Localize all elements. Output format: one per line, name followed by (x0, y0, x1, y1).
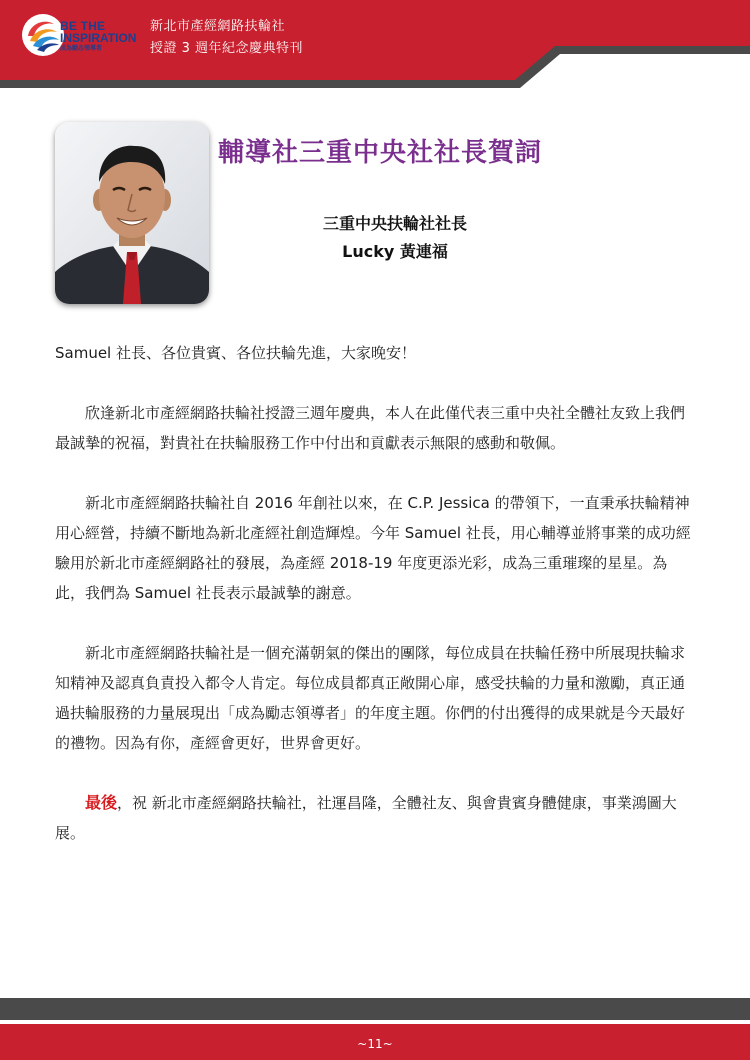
author-portrait (55, 122, 209, 304)
greeting: Samuel 社長、各位貴賓、各位扶輪先進，大家晚安！ (55, 344, 416, 362)
logo-text (60, 20, 136, 52)
logo-line1: BE THE (60, 19, 106, 33)
author-title: 三重中央扶輪社社長 (322, 214, 467, 233)
paragraph-2: 新北市產經網路扶輪社自 2016 年創社以來，在 C.P. Jessica 的帶領下，一直秉承扶輪精神用心經營，持續不斷地為新北產經社創造輝煌。今年 Samuel 社長，用心輔導並將事業的成功經驗用於新北市產經網路社的發展，為產經 2018-19 年度更添光彩，成為三重璀璨的星星。為此，我們為 Samuel 社長表示最誠摯的謝意。 (55, 494, 691, 602)
portrait-illustration (55, 122, 209, 304)
logo-line3: 成為勵志領導者 (60, 46, 103, 52)
club-logo (22, 12, 144, 62)
author-name: Lucky 黃連福 (342, 242, 448, 261)
paragraph-1: 欣逢新北市產經網路扶輪社授證三週年慶典，本人在此僅代表三重中央社全體社友致上我們最誠摯的祝福，對貴社在扶輪服務工作中付出和貢獻表示無限的感動和敬佩。 (55, 404, 686, 452)
closing-text: ，祝 新北市產經網路扶輪社，社運昌隆，全體社友、與會貴賓身體健康，事業鴻圖大展。 (55, 794, 677, 842)
page-title: 輔導社三重中央社社長賀詞 (218, 138, 543, 168)
closing-emphasis: 最後 (85, 793, 118, 812)
header-titles (150, 16, 303, 60)
page-header (0, 0, 750, 88)
swirl-logo-icon (22, 14, 64, 56)
article-body (55, 338, 695, 848)
paragraph-3: 新北市產經網路扶輪社是一個充滿朝氣的傑出的團隊，每位成員在扶輪任務中所展現扶輪求知精神及認真負責投入都令人肯定。每位成員都真正敞開心扉，感受扶輪的力量和激勵，真正通過扶輪服務的力量展現出「成為勵志領導者」的年度主題。你們的付出獲得的成果就是今天最好的禮物。因為有你，產經會更好，世界會更好。 (55, 644, 686, 752)
publication-name: 授證 3 週年紀念慶典特刊 (150, 41, 304, 56)
page-number: ~11~ (357, 1037, 393, 1051)
logo-line2: INSPIRATION (60, 31, 137, 45)
closing-paragraph (55, 788, 695, 848)
author-block (300, 210, 490, 266)
club-name: 新北市產經網路扶輪社 (150, 19, 286, 34)
